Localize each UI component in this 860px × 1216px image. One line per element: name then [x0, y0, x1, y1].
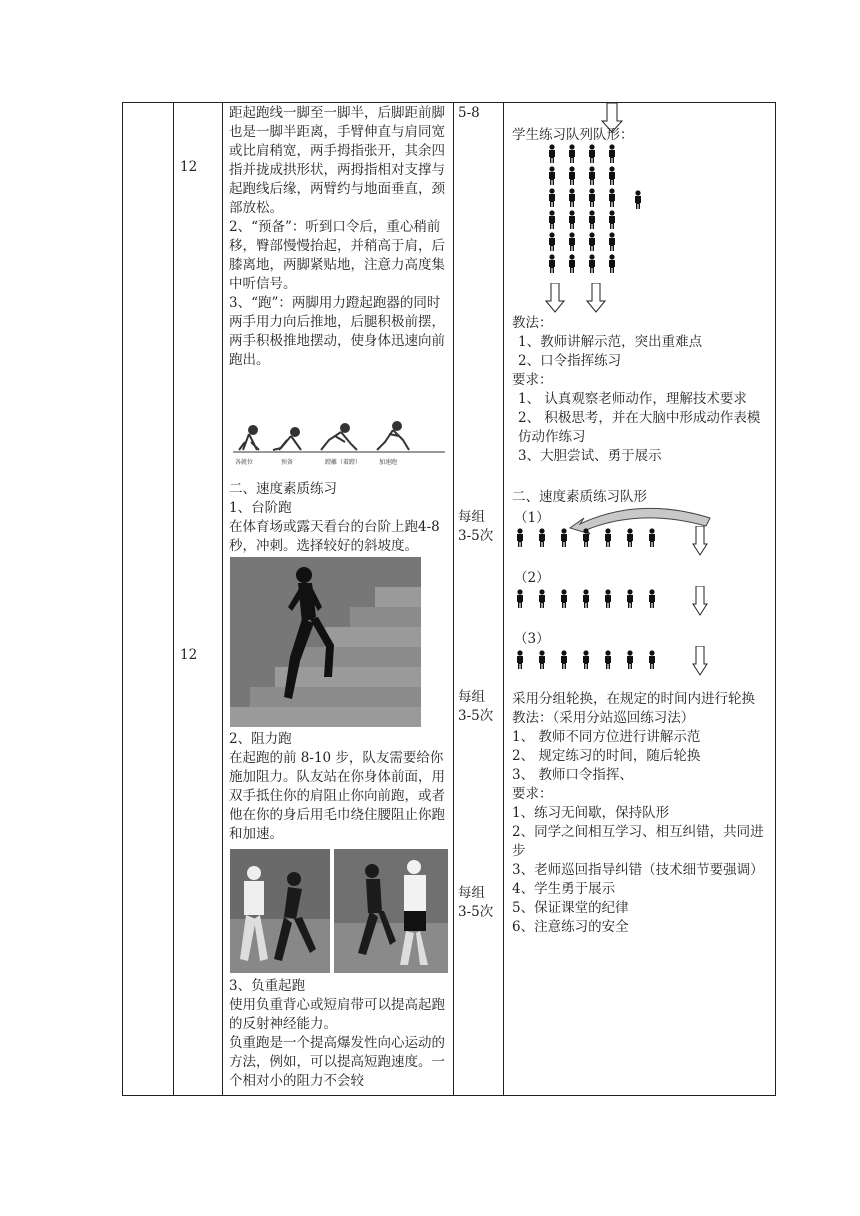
- exercise-text: 负重跑是一个提高爆发性向心运动的方法，例如，可以提高短跑速度。一个相对小的阻力不会较: [229, 1035, 445, 1089]
- exercise-text: 使用负重背心或短肩带可以提高起跑的反射神经能力。: [229, 997, 445, 1032]
- resistance-run-photo-1: [230, 849, 330, 973]
- req-item: 3、老师巡回指导纠错（技术细节要强调）: [512, 862, 764, 878]
- time-value: 12: [180, 159, 198, 175]
- group-label: （3）: [514, 631, 550, 647]
- formation-title: 学生练习队列队形：: [512, 127, 634, 143]
- exercise-title: 3、负重起跑: [229, 978, 306, 994]
- column-divider: [453, 103, 454, 1095]
- content-block-2: [229, 480, 449, 556]
- section-title: 二、速度素质练习: [229, 481, 337, 497]
- req-title: 要求：: [512, 372, 553, 388]
- method-title: 教法：（采用分站巡回练习法）: [512, 710, 695, 726]
- method-block: [512, 314, 772, 466]
- exercise-text: 在体育场或露天看台的台阶上跑4-8 秒，冲刺。选择较好的斜坡度。: [229, 519, 440, 554]
- content-block-3: [229, 730, 449, 844]
- reps-value: 5-8: [458, 105, 480, 121]
- exercise-title: 1、台阶跑: [229, 500, 292, 516]
- caption: 各就位: [235, 459, 254, 466]
- down-arrow-icon: [692, 646, 708, 676]
- req-item: 3、大胆尝试、勇于展示: [518, 448, 662, 464]
- down-arrow-icon: [586, 283, 606, 313]
- paragraph: 2、“预备”：听到口令后，重心稍前移，臀部慢慢抬起，并稍高于肩，后膝离地，两脚紧贴地，注意力高度集中听信号。: [229, 219, 445, 292]
- formation-grid-figure: [548, 144, 658, 276]
- group-row-figure: [516, 589, 666, 611]
- section2-title: 二、速度素质练习队形: [512, 489, 647, 505]
- req-item: 2、同学之间相互学习、相互纠错，共同进步: [512, 824, 764, 859]
- paragraph: 距起跑线一脚至一脚半，后脚距前脚也是一脚半距离，手臂伸直与肩同宽或比肩稍宽，两手拇指张开，其余四指并拢成拱形状，两拇指相对支撑与起跑线后缘，两臂约与地面垂直，颈部放松。: [229, 105, 445, 216]
- down-arrow-icon: [692, 526, 708, 556]
- sprint-start-figure: [229, 420, 449, 476]
- method2-block: [512, 690, 772, 937]
- exercise-text: 在起跑的前 8-10 步，队友需要给你施加阻力。队友站在你身体前面，用双手抵住你的肩阻止你向前跑，或者他在你的身后用毛巾绕住腰阻止你跑和加速。: [229, 750, 445, 842]
- caption: 预备: [281, 459, 294, 466]
- content-block-4: [229, 977, 449, 1091]
- method-item: 2、口令指挥练习: [518, 353, 622, 369]
- reps-value: 每组3-5次: [458, 885, 494, 920]
- reps-value: 每组3-5次: [458, 689, 494, 724]
- exercise-title: 2、阻力跑: [229, 731, 292, 747]
- method-item: 2、 规定练习的时间，随后轮换: [512, 748, 701, 764]
- req-item: 2、 积极思考，并在大脑中形成动作表模仿动作练习: [518, 410, 761, 445]
- group-row-figure: [516, 528, 666, 550]
- column-divider: [503, 103, 504, 1095]
- column-divider: [173, 103, 174, 1095]
- content-block-1: [229, 104, 449, 370]
- stair-run-photo: [230, 557, 421, 727]
- rotate-text: 采用分组轮换，在规定的时间内进行轮换: [512, 691, 755, 707]
- req-item: 4、学生勇于展示: [512, 881, 616, 897]
- caption: 加速跑: [379, 459, 398, 466]
- lesson-table: [122, 102, 776, 1096]
- req-title: 要求：: [512, 786, 553, 802]
- req-item: 1、 认真观察老师动作，理解技术要求: [518, 391, 747, 407]
- method-title: 教法：: [512, 315, 553, 331]
- req-item: 6、注意练习的安全: [512, 919, 629, 935]
- down-arrow-icon: [545, 283, 565, 313]
- group-label: （1）: [514, 510, 550, 526]
- caption: 蹬離（着蹬）: [325, 459, 362, 466]
- reps-value: 每组3-5次: [458, 509, 494, 544]
- method-item: 3、 教师口令指挥、: [512, 767, 633, 783]
- req-item: 1、练习无间歇，保持队形: [512, 805, 670, 821]
- req-item: 5、保证课堂的纪律: [512, 900, 629, 916]
- down-arrow-icon: [692, 586, 708, 616]
- group-row-figure: [516, 650, 666, 672]
- resistance-run-photo-2: [334, 849, 448, 973]
- group-label: （2）: [514, 570, 550, 586]
- paragraph: 3、“跑”：两脚用力蹬起跑器的同时两手用力向后推地，后腿积极前摆，两手积极推地摆动，使身体迅速向前跑出。: [229, 295, 445, 368]
- time-value: 12: [180, 647, 198, 663]
- method-item: 1、 教师不同方位进行讲解示范: [512, 729, 701, 745]
- method-item: 1、教师讲解示范，突出重难点: [518, 334, 703, 350]
- column-divider: [222, 103, 223, 1095]
